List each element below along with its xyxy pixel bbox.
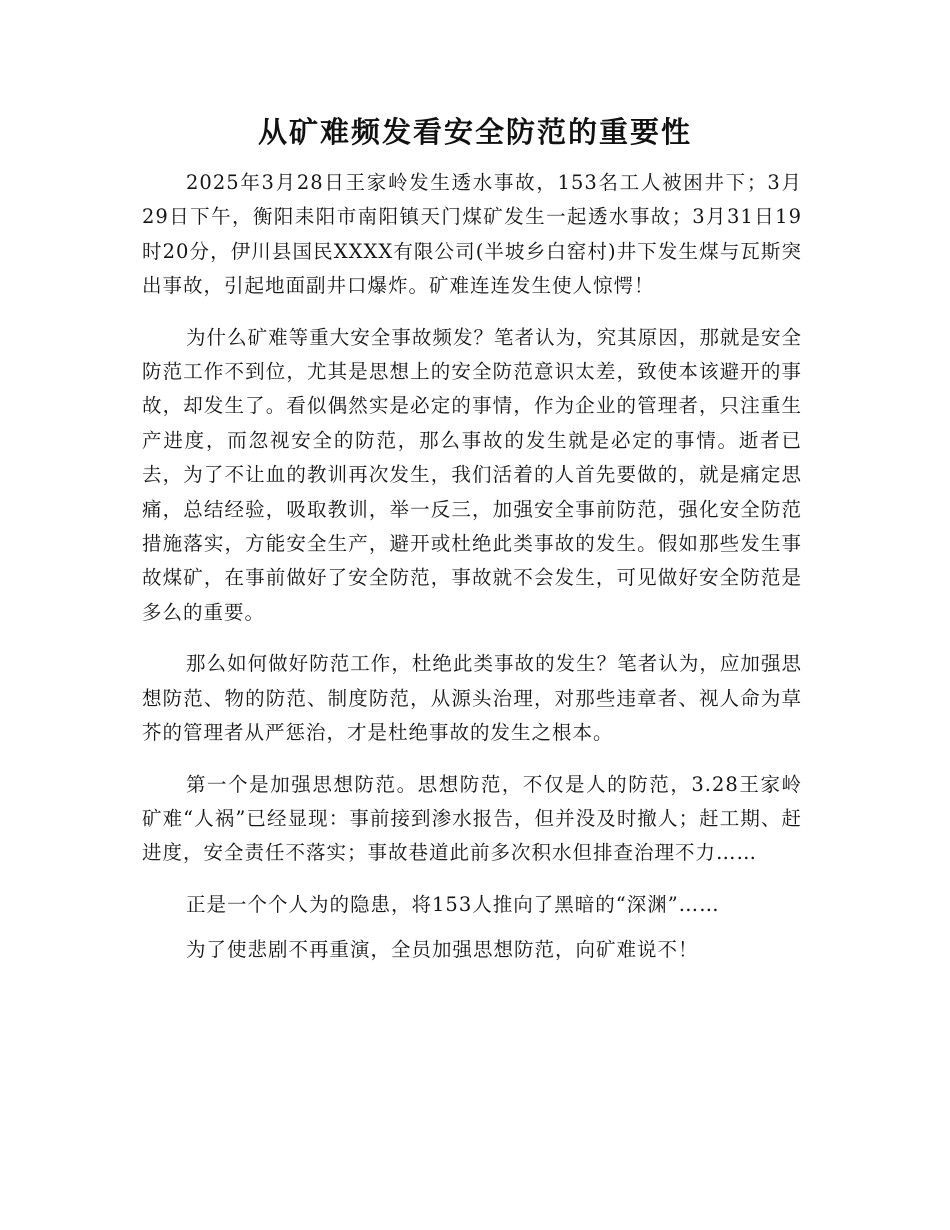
- paragraph-causes: 为什么矿难等重大安全事故频发？笔者认为，究其原因，那就是安全防范工作不到位，尤其是思想上的安全防范意识太差，致使本该避开的事故，却发生了。看似偶然实是必定的事情，作为企业的管理者，只注重生产进度，而忽视安全的防范，那么事故的发生就是必定的事情。逝者已去，为了不让血的教训再次发生，我们活着的人首先要做的，就是痛定思痛，总结经验，吸取教训，举一反三，加强安全事前防范，强化安全防范措施落实，方能安全生产，避开或杜绝此类事故的发生。假如那些发生事故煤矿，在事前做好了安全防范，事故就不会发生，可见做好安全防范是多么的重要。: [142, 325, 802, 624]
- document-title: 从矿难频发看安全防范的重要性: [257, 115, 692, 149]
- paragraph-prevention: 那么如何做好防范工作，杜绝此类事故的发生？笔者认为，应加强思想防范、物的防范、制度防范，从源头治理，对那些违章者、视人命为草芥的管理者从严惩治，才是杜绝事故的发生之根本。: [142, 652, 802, 745]
- paragraph-ideological-prevention: 第一个是加强思想防范。思想防范，不仅是人的防范，3.28王家岭矿难“人祸”已经显现：事前接到渗水报告，但并没及时撤人；赶工期、赶进度，安全责任不落实；事故巷道此前多次积水但排查治理不力……: [142, 772, 802, 865]
- paragraph-hidden-dangers: 正是一个个人为的隐患，将153人推向了黑暗的“深渊”……: [186, 892, 720, 916]
- document-body: [142, 166, 802, 985]
- paragraph-accident-list: 2025年3月28日王家岭发生透水事故，153名工人被困井下；3月29日下午，衡阳耒阳市南阳镇天门煤矿发生一起透水事故；3月31日19时20分，伊川县国民XXXX有限公司(半坡乡白窑村)井下发生煤与瓦斯突出事故，引起地面副井口爆炸。矿难连连发生使人惊愕！: [142, 171, 802, 298]
- paragraph-closing: 为了使悲剧不再重演，全员加强思想防范，向矿难说不！: [186, 938, 699, 962]
